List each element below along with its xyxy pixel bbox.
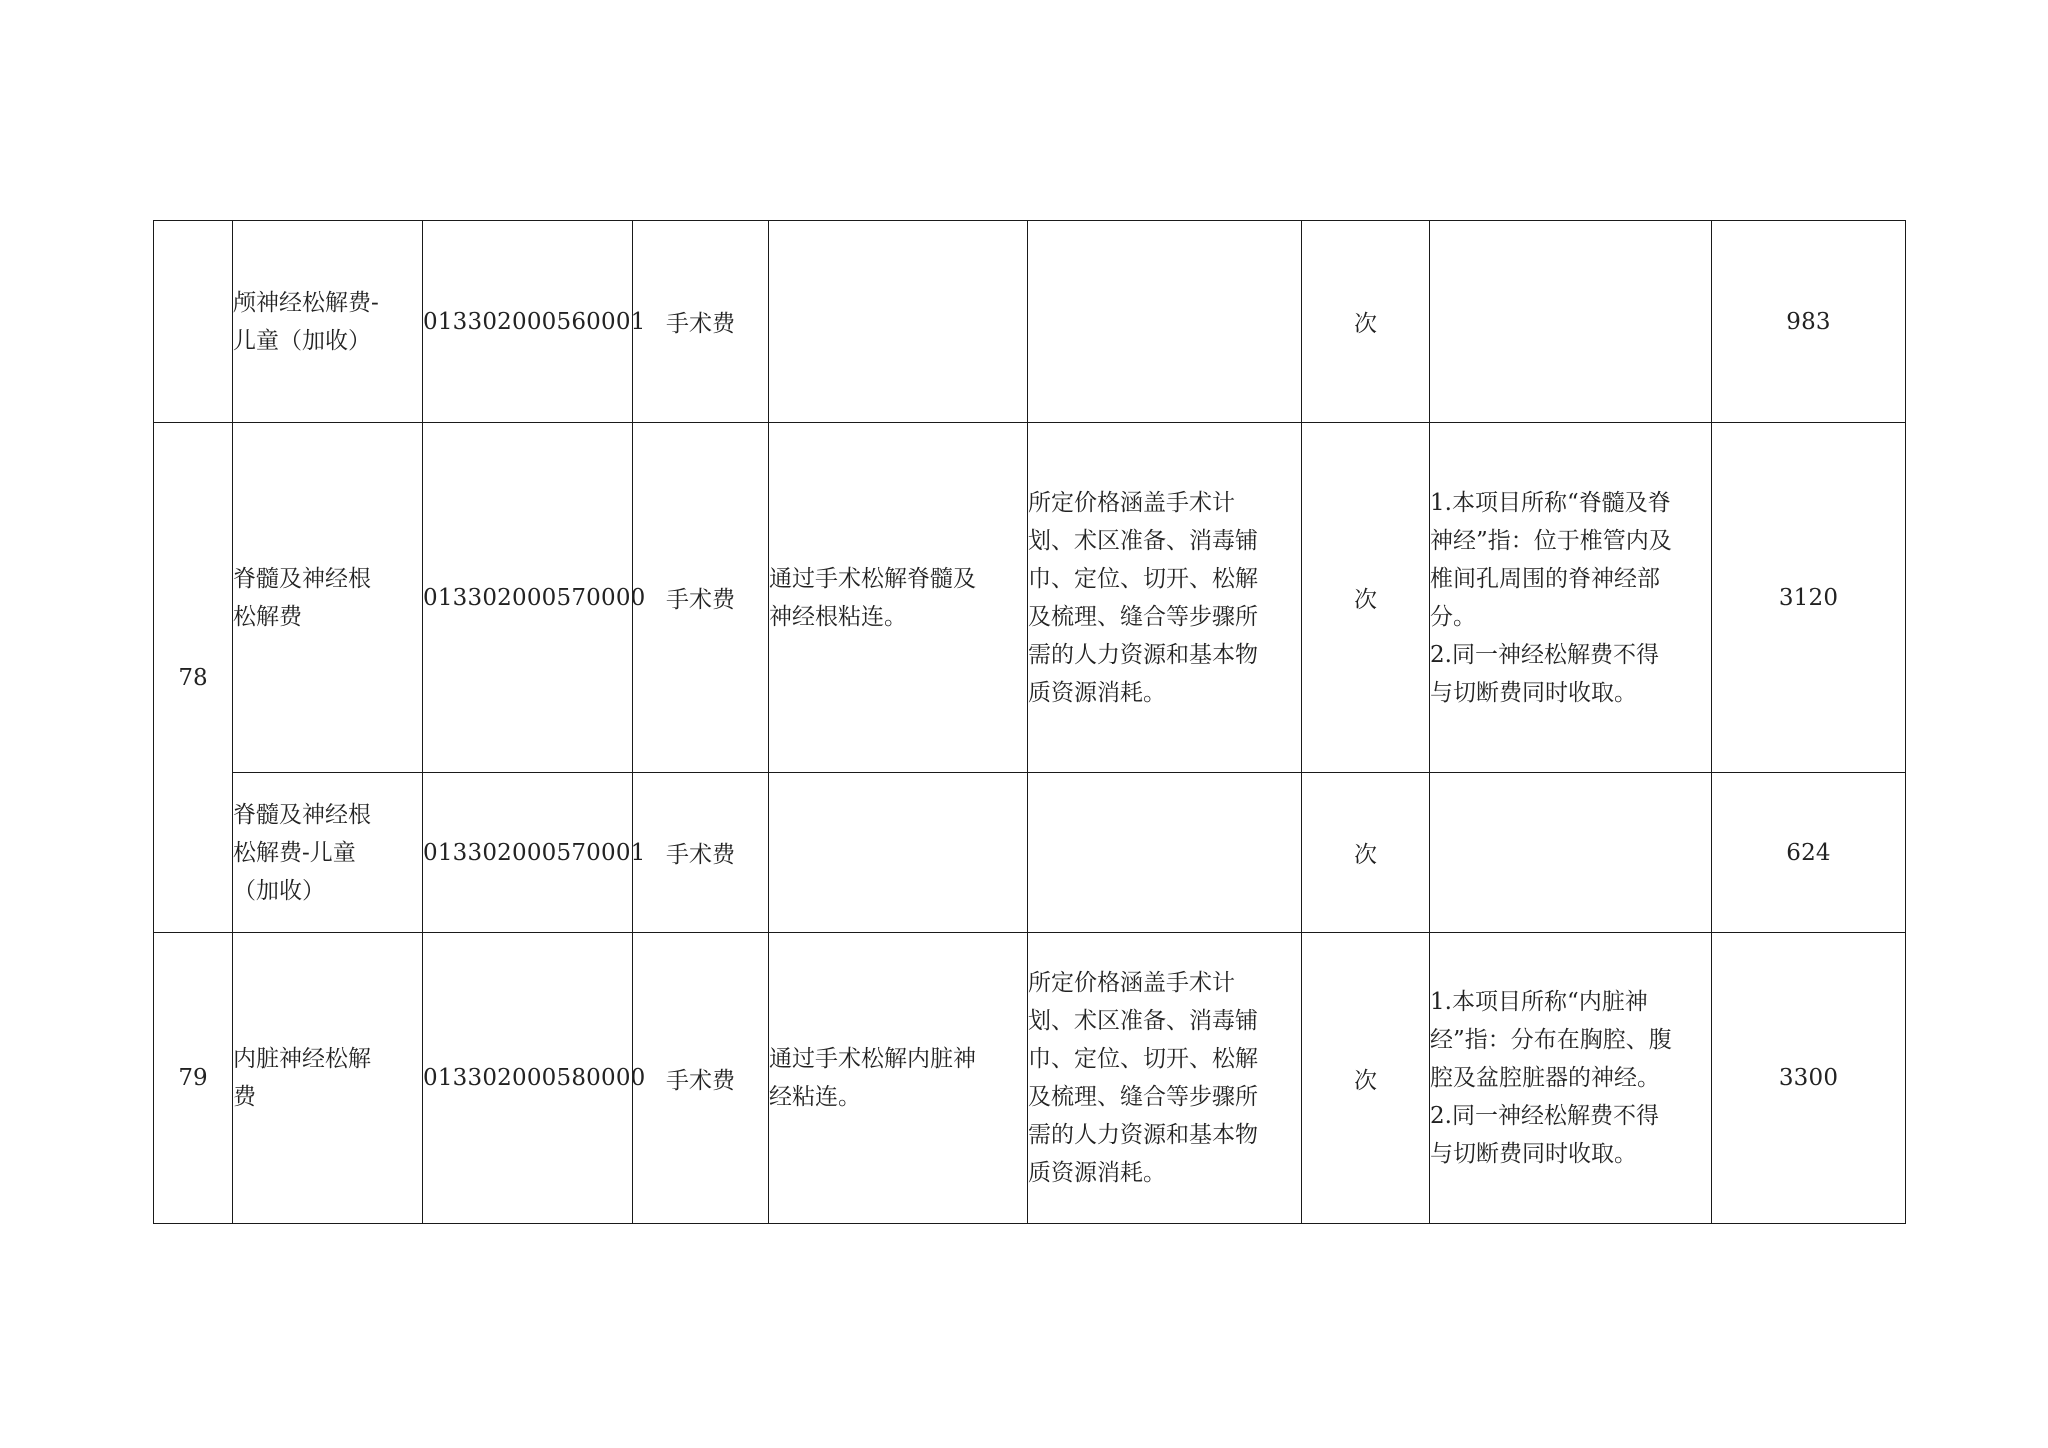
item-notes <box>1430 773 1712 933</box>
item-unit: 次 <box>1302 933 1430 1224</box>
item-name: 脊髓及神经根 松解费 <box>233 423 423 773</box>
table-row <box>154 933 1906 1224</box>
item-notes <box>1430 221 1712 423</box>
item-included <box>1028 773 1302 933</box>
item-price: 983 <box>1712 221 1906 423</box>
item-notes: 1.本项目所称“脊髓及脊 神经”指：位于椎管内及 椎间孔周围的脊神经部 分。 2.同一神经松解费不得 与切断费同时收取。 <box>1430 423 1712 773</box>
item-index: 78 <box>154 423 233 933</box>
item-unit: 次 <box>1302 423 1430 773</box>
item-included <box>1028 221 1302 423</box>
item-category: 手术费 <box>633 423 769 773</box>
item-price: 624 <box>1712 773 1906 933</box>
item-included: 所定价格涵盖手术计 划、术区准备、消毒铺 巾、定位、切开、松解 及梳理、缝合等步骤所 需的人力资源和基本物 质资源消耗。 <box>1028 423 1302 773</box>
item-unit: 次 <box>1302 221 1430 423</box>
table-row <box>154 423 1906 773</box>
item-content: 通过手术松解内脏神 经粘连。 <box>769 933 1028 1224</box>
table-row <box>154 773 1906 933</box>
item-name: 脊髓及神经根 松解费-儿童 （加收） <box>233 773 423 933</box>
item-code: 013302000560001 <box>423 221 633 423</box>
item-code: 013302000580000 <box>423 933 633 1224</box>
item-name: 内脏神经松解 费 <box>233 933 423 1224</box>
item-index: 79 <box>154 933 233 1224</box>
item-code: 013302000570001 <box>423 773 633 933</box>
table-row <box>154 221 1906 423</box>
fee-table <box>153 220 1906 1224</box>
item-category: 手术费 <box>633 221 769 423</box>
item-included: 所定价格涵盖手术计 划、术区准备、消毒铺 巾、定位、切开、松解 及梳理、缝合等步骤所 需的人力资源和基本物 质资源消耗。 <box>1028 933 1302 1224</box>
item-category: 手术费 <box>633 933 769 1224</box>
item-price: 3300 <box>1712 933 1906 1224</box>
item-content <box>769 221 1028 423</box>
item-notes: 1.本项目所称“内脏神 经”指：分布在胸腔、腹 腔及盆腔脏器的神经。 2.同一神经松解费不得 与切断费同时收取。 <box>1430 933 1712 1224</box>
item-category: 手术费 <box>633 773 769 933</box>
item-name: 颅神经松解费- 儿童（加收） <box>233 221 423 423</box>
item-unit: 次 <box>1302 773 1430 933</box>
item-content: 通过手术松解脊髓及 神经根粘连。 <box>769 423 1028 773</box>
item-content <box>769 773 1028 933</box>
item-index <box>154 221 233 423</box>
item-code: 013302000570000 <box>423 423 633 773</box>
item-price: 3120 <box>1712 423 1906 773</box>
